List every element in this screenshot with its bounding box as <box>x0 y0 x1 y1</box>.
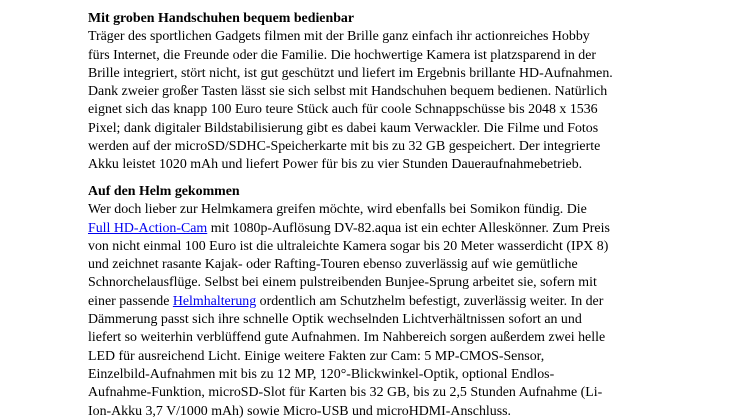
paragraph-line: Dank zweier großer Tasten lässt sie sich selbst mit Handschuhen bequem bedienen. Natürlich <box>88 84 608 100</box>
section-glasses-camera <box>88 10 688 175</box>
helmhalterung-link[interactable]: Helmhalterung <box>172 293 257 309</box>
paragraph-line: Ion-Akku 3,7 V/1000 mAh) sowie Micro-USB und microHDMI-Anschluss. <box>88 403 511 419</box>
paragraph-line: Schnorchelausflüge. Selbst bei einem pulstreibenden Bunjee-Sprung arbeitet sie, sofern mit <box>88 275 597 291</box>
paragraph-line: eignet sich das knapp 100 Euro teure Stück auch für coole Schnappschüsse bis 2048 x 1536 <box>88 102 598 118</box>
paragraph-line: einer passende Helmhalterung ordentlich am Schutzhelm befestigt, zuverlässig weiter. In der <box>88 293 604 309</box>
paragraph-line: Einzelbild-Aufnahmen mit bis zu 12 MP, 120°-Blickwinkel-Optik, optional Endlos- <box>88 366 555 382</box>
full-hd-action-cam-link[interactable]: Full HD-Action-Cam <box>88 220 208 236</box>
paragraph-line: LED für ausreichend Licht. Einige weitere Fakten zur Cam: 5 MP-CMOS-Sensor, <box>88 348 545 364</box>
section-helmet-camera <box>88 183 688 419</box>
paragraph-line: Full HD-Action-Cam mit 1080p-Auflösung DV-82.aqua ist ein echter Alleskönner. Zum Preis <box>88 220 610 236</box>
paragraph-line: Träger des sportlichen Gadgets filmen mit der Brille ganz einfach ihr actionreiches Hobby <box>88 29 590 45</box>
paragraph-line: fürs Internet, die Freunde oder die Familie. Die hochwertige Kamera ist platzsparend in der <box>88 47 596 63</box>
paragraph-line: Akku leistet 1020 mAh und liefert Power für bis zu vier Stunden Daueraufnahmebetrieb. <box>88 157 583 173</box>
paragraph-line: und zeichnet rasante Kajak- oder Rafting-Touren ebenso zuverlässig auf wie gemütliche <box>88 257 578 273</box>
paragraph-line: werden auf der microSD/SDHC-Speicherkarte mit bis zu 32 GB gespeichert. Der integrierte <box>88 139 601 155</box>
section-heading: Mit groben Handschuhen bequem bedienbar <box>88 11 355 26</box>
paragraph-line: Wer doch lieber zur Helmkamera greifen möchte, wird ebenfalls bei Somikon fündig. Die <box>88 202 587 218</box>
paragraph-line: Dämmerung passt sich ihre schnelle Optik wechselnden Lichtverhältnissen sofort an und <box>88 312 582 328</box>
paragraph-line: von nicht einmal 100 Euro ist die ultraleichte Kamera sogar bis 20 Meter wasserdicht (IPX 8) <box>88 238 609 254</box>
section-heading: Auf den Helm gekommen <box>88 184 240 199</box>
paragraph-line: Pixel; dank digitaler Bildstabilisierung gibt es dabei kaum Verwackler. Die Filme und Fotos <box>88 120 599 136</box>
paragraph-line: liefert so weiterhin verblüffend gute Aufnahmen. Im Nahbereich sorgen außerdem zwei helle <box>88 330 606 346</box>
paragraph-line: Aufnahme-Funktion, microSD-Slot für Karten bis 32 GB, bis zu 2,5 Stunden Aufnahme (Li- <box>88 385 603 401</box>
paragraph-line: Brille integriert, stört nicht, ist gut geschützt und liefert im Ergebnis brillante HD-Aufnahmen. <box>88 65 613 81</box>
